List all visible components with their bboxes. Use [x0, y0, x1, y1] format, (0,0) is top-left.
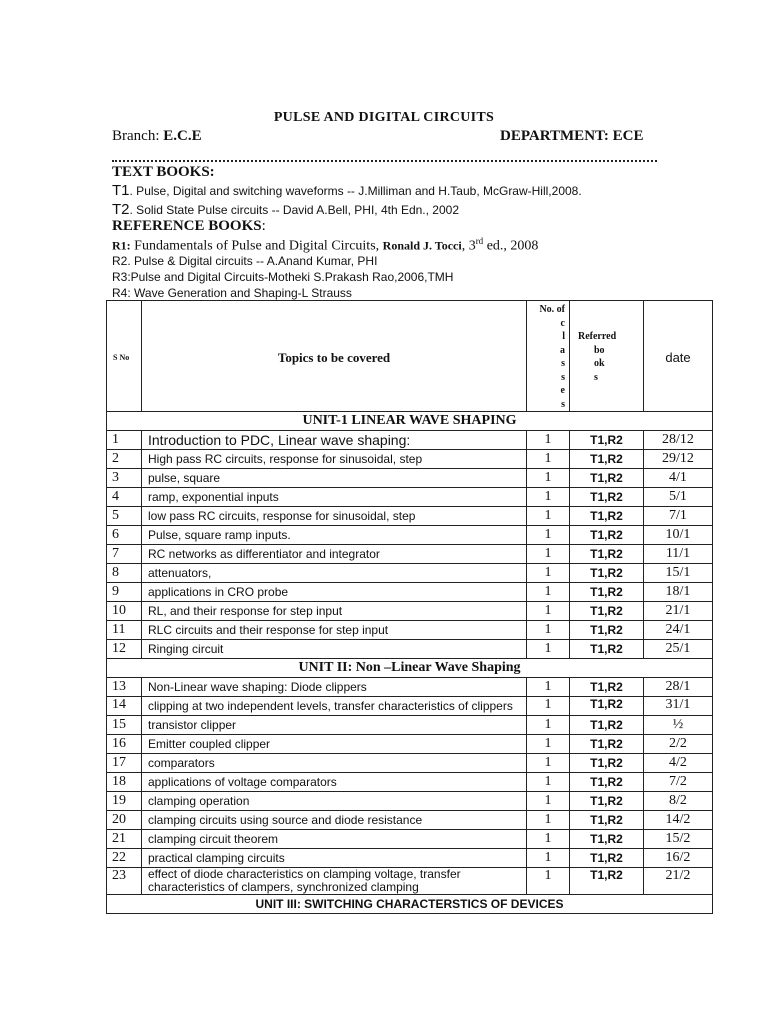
text-book-text: . Solid State Pulse circuits -- David A.Bell, PHI, 4th Edn., 2002: [129, 203, 460, 217]
table-row: [107, 697, 713, 716]
row-sno: 1: [107, 431, 142, 450]
row-classes: 1: [527, 830, 570, 849]
row-referred-books: T1,R2: [570, 811, 644, 830]
table-row: [107, 488, 713, 507]
header-classes-letter: c: [560, 317, 565, 329]
table-row: [107, 716, 713, 735]
row-referred-books: T1,R2: [570, 602, 644, 621]
row-classes: 1: [527, 450, 570, 469]
row-classes: 1: [527, 754, 570, 773]
row-date: 31/1: [644, 697, 713, 716]
header-classes-letter: s: [561, 398, 565, 410]
branch-value: E.C.E: [163, 128, 202, 144]
row-referred-books: T1,R2: [570, 488, 644, 507]
row-referred-books: T1,R2: [570, 830, 644, 849]
reference-author: Ronald J. Tocci: [382, 238, 462, 253]
row-sno: 4: [107, 488, 142, 507]
table-row: [107, 811, 713, 830]
table-row: [107, 469, 713, 488]
row-referred-books: T1,R2: [570, 431, 644, 450]
row-date: 4/2: [644, 754, 713, 773]
row-date: 28/12: [644, 431, 713, 450]
table-row: [107, 678, 713, 697]
row-date: 7/2: [644, 773, 713, 792]
row-topic: Non-Linear wave shaping: Diode clippers: [142, 678, 527, 697]
reference-books-colon: :: [261, 218, 266, 234]
text-books-heading: TEXT BOOKS:: [112, 164, 215, 180]
row-referred-books: T1,R2: [570, 868, 644, 895]
table-row: [107, 564, 713, 583]
row-classes: 1: [527, 507, 570, 526]
row-topic: Ringing circuit: [142, 640, 527, 659]
row-classes: 1: [527, 735, 570, 754]
row-classes: 1: [527, 621, 570, 640]
row-sno: 10: [107, 602, 142, 621]
row-topic: comparators: [142, 754, 527, 773]
row-topic: ramp, exponential inputs: [142, 488, 527, 507]
unit-title: UNIT-1 LINEAR WAVE SHAPING: [107, 412, 713, 431]
reference-book-r2: R2. Pulse & Digital circuits -- A.Anand Kumar, PHI: [112, 254, 378, 268]
row-classes: 1: [527, 773, 570, 792]
row-topic: low pass RC circuits, response for sinusoidal, step: [142, 507, 527, 526]
row-sno: 13: [107, 678, 142, 697]
header-referred-line: bo: [594, 344, 605, 356]
row-classes: 1: [527, 583, 570, 602]
row-referred-books: T1,R2: [570, 792, 644, 811]
header-classes-letter: s: [561, 358, 565, 369]
row-date: 11/1: [644, 545, 713, 564]
row-date: 5/1: [644, 488, 713, 507]
row-topic: effect of diode characteristics on clamping voltage, transfer characteristics of clampers, synchronized clamping: [142, 868, 527, 895]
header-referred-lines: [578, 344, 639, 385]
row-topic: applications in CRO probe: [142, 583, 527, 602]
header-classes-letter: l: [562, 331, 565, 342]
text-book-code: T2: [112, 201, 130, 218]
row-date: 7/1: [644, 507, 713, 526]
header-classes-letters: [527, 317, 565, 412]
page-title: PULSE AND DIGITAL CIRCUITS: [273, 110, 495, 125]
row-date: 21/2: [644, 868, 713, 895]
row-sno: 12: [107, 640, 142, 659]
row-sno: 16: [107, 735, 142, 754]
row-topic: attenuators,: [142, 564, 527, 583]
table-row: [107, 754, 713, 773]
row-sno: 3: [107, 469, 142, 488]
reference-book-r4: R4: Wave Generation and Shaping-L Strauss: [112, 286, 352, 300]
header-classes: [527, 301, 570, 412]
row-classes: 1: [527, 488, 570, 507]
reference-edition-rest: ed., 2008: [483, 238, 539, 254]
row-date: 25/1: [644, 640, 713, 659]
row-sno: 2: [107, 450, 142, 469]
department-label: DEPARTMENT: ECE: [500, 128, 644, 144]
text-book-code: T1: [112, 182, 130, 199]
row-classes: 1: [527, 716, 570, 735]
unit-heading-row: [107, 412, 713, 431]
row-topic: clamping circuit theorem: [142, 830, 527, 849]
header-sno: S No: [107, 301, 142, 412]
row-classes: 1: [527, 792, 570, 811]
row-classes: 1: [527, 640, 570, 659]
reference-books-title: REFERENCE BOOKS: [112, 218, 262, 234]
row-topic: transistor clipper: [142, 716, 527, 735]
table-row: [107, 640, 713, 659]
text-book-text: . Pulse, Digital and switching waveforms -- J.Milliman and H.Taub, McGraw-Hill,2008.: [129, 184, 582, 198]
row-referred-books: T1,R2: [570, 773, 644, 792]
row-classes: 1: [527, 811, 570, 830]
row-date: 16/2: [644, 849, 713, 868]
header-classes-letter: s: [561, 371, 565, 383]
unit-heading-row: [107, 895, 713, 914]
row-referred-books: T1,R2: [570, 545, 644, 564]
row-sno: 22: [107, 849, 142, 868]
row-date: 21/1: [644, 602, 713, 621]
syllabus-table: [106, 300, 713, 914]
row-topic: Introduction to PDC, Linear wave shaping:: [142, 431, 527, 450]
row-sno: 11: [107, 621, 142, 640]
table-row: [107, 507, 713, 526]
row-date: 15/1: [644, 564, 713, 583]
row-referred-books: T1,R2: [570, 716, 644, 735]
reference-book-r3: R3:Pulse and Digital Circuits-Motheki S.Prakash Rao,2006,TMH: [112, 270, 454, 284]
header-classes-top: No. of: [539, 304, 565, 315]
row-classes: 1: [527, 431, 570, 450]
unit-title: UNIT II: Non –Linear Wave Shaping: [107, 659, 713, 678]
row-date: 29/12: [644, 450, 713, 469]
row-topic: clamping operation: [142, 792, 527, 811]
reference-code: R1:: [112, 238, 131, 253]
row-classes: 1: [527, 564, 570, 583]
row-topic: RC networks as differentiator and integrator: [142, 545, 527, 564]
table-row: [107, 735, 713, 754]
header-classes-letter: e: [560, 385, 565, 396]
row-sno: 8: [107, 564, 142, 583]
table-row: [107, 792, 713, 811]
row-referred-books: T1,R2: [570, 507, 644, 526]
table-row: [107, 545, 713, 564]
row-classes: 1: [527, 602, 570, 621]
row-date: ½: [644, 716, 713, 735]
text-book-t2: [112, 201, 459, 218]
row-topic: practical clamping circuits: [142, 849, 527, 868]
row-referred-books: T1,R2: [570, 526, 644, 545]
unit-heading-row: [107, 659, 713, 678]
row-date: 8/2: [644, 792, 713, 811]
table-row: [107, 431, 713, 450]
reference-edition-sup: rd: [475, 236, 484, 246]
row-sno: 9: [107, 583, 142, 602]
header-topics: Topics to be covered: [142, 301, 527, 412]
reference-text: Fundamentals of Pulse and Digital Circuits,: [130, 238, 383, 254]
row-sno: 14: [107, 697, 142, 716]
table-row: [107, 526, 713, 545]
row-topic: pulse, square: [142, 469, 527, 488]
table-row: [107, 450, 713, 469]
header-referred-line: ok: [594, 358, 605, 369]
row-referred-books: T1,R2: [570, 697, 644, 716]
row-referred-books: T1,R2: [570, 621, 644, 640]
row-sno: 19: [107, 792, 142, 811]
row-sno: 6: [107, 526, 142, 545]
reference-books-heading: [112, 218, 266, 235]
row-sno: 7: [107, 545, 142, 564]
row-date: 2/2: [644, 735, 713, 754]
unit-title: UNIT III: SWITCHING CHARACTERSTICS OF DEVICES: [107, 895, 713, 914]
row-date: 4/1: [644, 469, 713, 488]
row-referred-books: T1,R2: [570, 469, 644, 488]
row-classes: 1: [527, 678, 570, 697]
row-topic: RL, and their response for step input: [142, 602, 527, 621]
table-row: [107, 621, 713, 640]
row-sno: 23: [107, 868, 142, 895]
row-topic: High pass RC circuits, response for sinusoidal, step: [142, 450, 527, 469]
table-row: [107, 868, 713, 895]
row-topic: clamping circuits using source and diode resistance: [142, 811, 527, 830]
row-classes: 1: [527, 868, 570, 895]
row-referred-books: T1,R2: [570, 450, 644, 469]
row-classes: 1: [527, 697, 570, 716]
row-classes: 1: [527, 849, 570, 868]
row-topic: RLC circuits and their response for step input: [142, 621, 527, 640]
table-row: [107, 602, 713, 621]
row-date: 10/1: [644, 526, 713, 545]
row-classes: 1: [527, 545, 570, 564]
row-date: 14/2: [644, 811, 713, 830]
row-topic: clipping at two independent levels, transfer characteristics of clippers: [142, 697, 527, 716]
header-referred-line: s: [594, 371, 598, 383]
row-date: 18/1: [644, 583, 713, 602]
row-referred-books: T1,R2: [570, 678, 644, 697]
row-sno: 21: [107, 830, 142, 849]
branch-label: Branch:: [112, 128, 160, 144]
table-row: [107, 773, 713, 792]
row-referred-books: T1,R2: [570, 735, 644, 754]
row-classes: 1: [527, 469, 570, 488]
row-sno: 18: [107, 773, 142, 792]
table-header-row: [107, 301, 713, 412]
row-sno: 17: [107, 754, 142, 773]
table-row: [107, 583, 713, 602]
header-referred-top: Referred: [578, 331, 617, 342]
table-row: [107, 830, 713, 849]
row-topic: Emitter coupled clipper: [142, 735, 527, 754]
row-date: 28/1: [644, 678, 713, 697]
header-classes-letter: a: [560, 344, 565, 356]
row-referred-books: T1,R2: [570, 849, 644, 868]
header-date: date: [644, 301, 713, 412]
row-classes: 1: [527, 526, 570, 545]
dotted-divider: [112, 146, 657, 162]
row-date: 24/1: [644, 621, 713, 640]
row-referred-books: T1,R2: [570, 640, 644, 659]
row-sno: 20: [107, 811, 142, 830]
row-sno: 5: [107, 507, 142, 526]
row-referred-books: T1,R2: [570, 583, 644, 602]
branch-line: [112, 128, 202, 145]
reference-book-r1: [112, 236, 538, 255]
row-referred-books: T1,R2: [570, 564, 644, 583]
row-topic: Pulse, square ramp inputs.: [142, 526, 527, 545]
row-topic: applications of voltage comparators: [142, 773, 527, 792]
reference-edition: , 3: [461, 238, 476, 254]
row-date: 15/2: [644, 830, 713, 849]
row-sno: 15: [107, 716, 142, 735]
header-referred: [570, 301, 644, 412]
text-book-t1: [112, 182, 582, 199]
row-referred-books: T1,R2: [570, 754, 644, 773]
table-row: [107, 849, 713, 868]
